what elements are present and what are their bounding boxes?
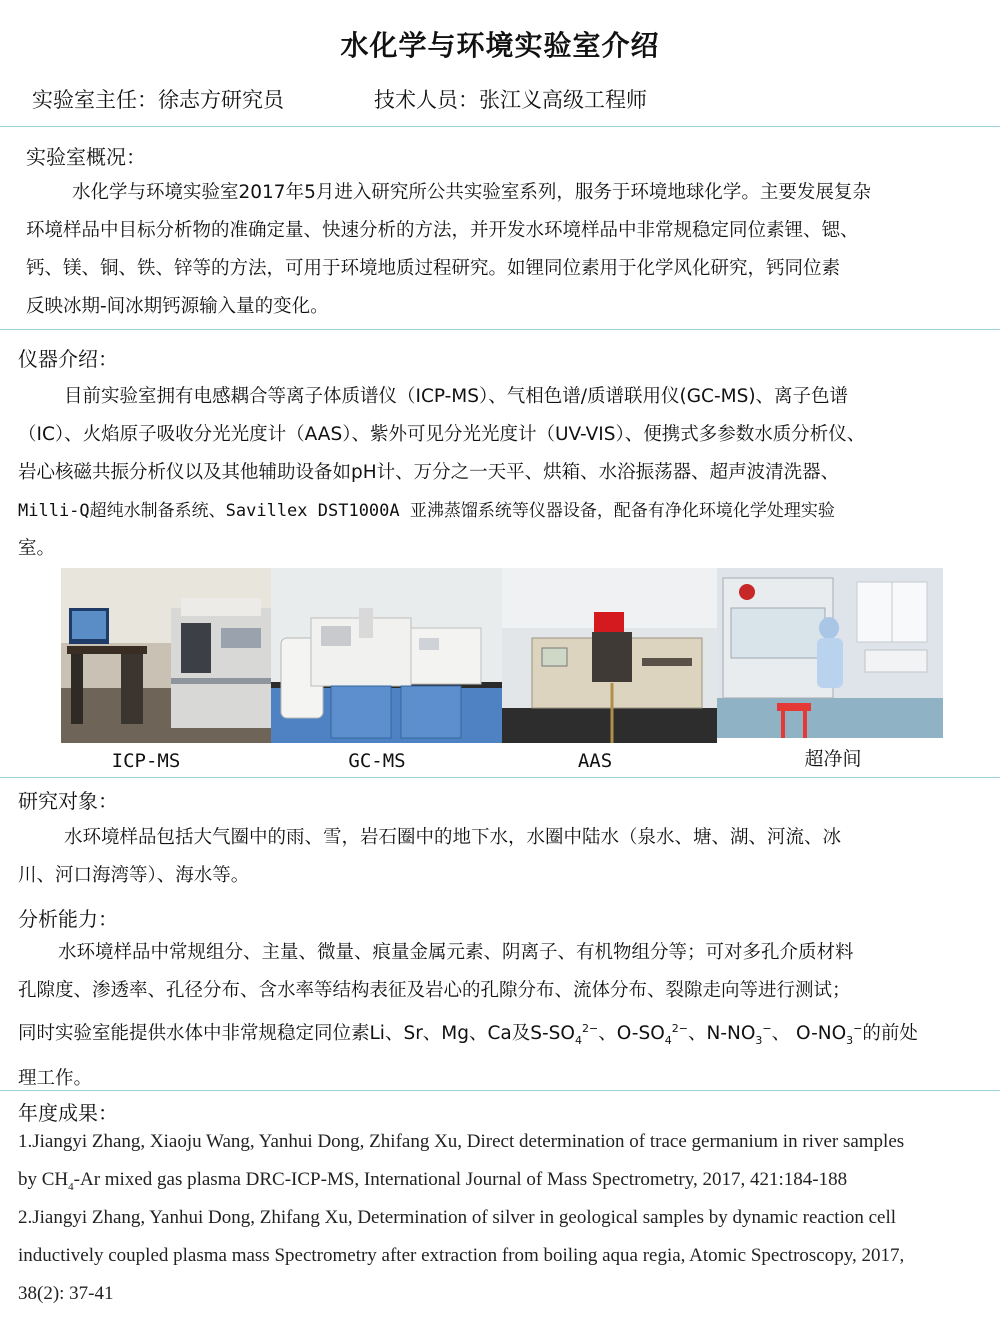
instruments-line: 目前实验室拥有电感耦合等离子体质谱仪（ICP-MS）、气相色谱/质谱联用仪(GC-MS)、离子色谱	[64, 386, 849, 407]
analysis-line: 理工作。	[18, 1067, 93, 1089]
overview-line: 反映冰期-间冰期钙源输入量的变化。	[26, 296, 329, 317]
overview-heading: 实验室概况：	[26, 145, 146, 169]
research-paragraph	[18, 819, 841, 895]
analysis-heading: 分析能力：	[18, 907, 118, 931]
analysis-paragraph	[18, 934, 918, 1098]
achievements-heading: 年度成果：	[18, 1101, 118, 1125]
gc-ms-photo	[271, 568, 502, 743]
research-line: 水环境样品包括大气圈中的雨、雪，岩石圈中的地下水，水圈中陆水（泉水、塘、湖、河流、冰	[64, 827, 842, 848]
analysis-isotope-line: 同时实验室能提供水体中非常规稳定同位素Li、Sr、Mg、Ca及$S-SO_4^{2-}$、$O-SO_4^{2-}$、$N-NO_3^-$、 $O-NO_3^-$的前处	[18, 1022, 918, 1047]
reference-line: inductively coupled plasma mass Spectrometry after extraction from boiling aqua regia, Atomic Spectroscopy, 2017,	[18, 1245, 905, 1266]
divider	[0, 329, 1000, 330]
clean-room-photo	[717, 568, 943, 738]
photo-caption: 超净间	[804, 748, 862, 770]
overview-line: 钙、镁、铜、铁、锌等的方法，可用于环境地质过程研究。如锂同位素用于化学风化研究，钙同位素	[26, 258, 841, 279]
instruments-paragraph	[18, 378, 865, 568]
instruments-heading: 仪器介绍：	[18, 347, 118, 371]
lab-technician: 技术人员：张江义高级工程师	[374, 88, 647, 112]
photo-caption: GC-MS	[348, 750, 406, 772]
photo-caption: ICP-MS	[111, 750, 181, 772]
reference-line: 38(2): 37-41	[18, 1283, 114, 1304]
overview-line: 环境样品中目标分析物的准确定量、快速分析的方法，并开发水环境样品中非常规稳定同位素锂、锶、	[26, 220, 859, 241]
instruments-line: 室。	[18, 538, 56, 559]
analysis-line: 水环境样品中常规组分、主量、微量、痕量金属元素、阴离子、有机物组分等；可对多孔介质材料	[58, 942, 854, 963]
instruments-line: 岩心核磁共振分析仪以及其他辅助设备如pH计、万分之一天平、烘箱、水浴振荡器、超声波清洗器、	[18, 462, 840, 483]
reference-line: 1.Jiangyi Zhang, Xiaoju Wang, Yanhui Dong, Zhifang Xu, Direct determination of trace germanium in river samples	[18, 1131, 905, 1152]
photo-caption: AAS	[577, 750, 613, 772]
reference-line: 2.Jiangyi Zhang, Yanhui Dong, Zhifang Xu, Determination of silver in geological samples by dynamic reaction cell	[18, 1207, 897, 1228]
research-line: 川、河口海湾等）、海水等。	[18, 865, 250, 886]
reference-1	[18, 1123, 904, 1206]
research-heading: 研究对象：	[18, 789, 118, 813]
lab-director: 实验室主任：徐志方研究员	[32, 88, 284, 112]
divider	[0, 126, 1000, 127]
instruments-line: （IC）、火焰原子吸收分光光度计（AAS）、紫外可见分光光度计（UV-VIS）、便携式多参数水质分析仪、	[18, 424, 866, 445]
analysis-line: 孔隙度、渗透率、孔径分布、含水率等结构表征及岩心的孔隙分布、流体分布、裂隙走向等进行测试；	[18, 980, 851, 1001]
aas-photo	[502, 568, 717, 743]
divider	[0, 1090, 1000, 1091]
divider	[0, 777, 1000, 778]
reference-line: by $CH_4-Ar$ mixed gas plasma DRC-ICP-MS, International Journal of Mass Spectrometry, 2017, 421:184-188	[18, 1169, 848, 1193]
instruments-line: Milli-Q超纯水制备系统、Savillex DST1000A 亚沸蒸馏系统等仪器设备，配备有净化环境化学处理实验	[18, 501, 835, 521]
icp-ms-photo	[61, 568, 271, 743]
reference-2	[18, 1199, 904, 1313]
page-title: 水化学与环境实验室介绍	[340, 29, 660, 62]
overview-paragraph	[26, 174, 871, 326]
overview-line: 水化学与环境实验室2017年5月进入研究所公共实验室系列，服务于环境地球化学。主要发展复杂	[72, 182, 871, 203]
